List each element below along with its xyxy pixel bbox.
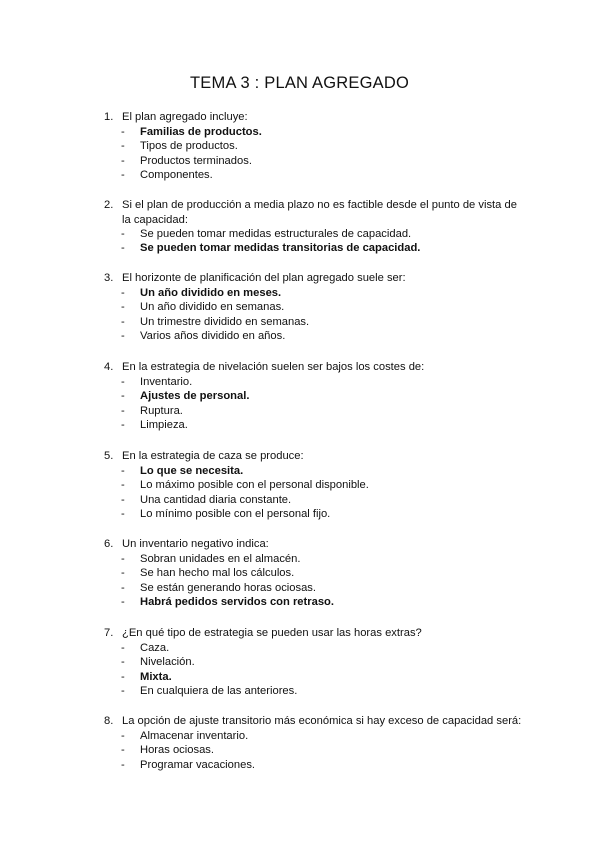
bullet-dash: - [121,228,125,240]
answer-text: Caza. [140,642,170,654]
bullet-dash: - [121,479,125,491]
question-text: En la estrategia de nivelación suelen ser bajos los costes de: [122,361,425,373]
bullet-dash: - [121,567,125,579]
answer-text: Inventario. [140,376,193,388]
bullet-dash: - [121,376,125,388]
answer-text: Productos terminados. [140,155,252,167]
question-4 [104,360,524,431]
answer-text: Nivelación. [140,656,195,668]
bullet-dash: - [121,419,125,431]
answer-text: Se están generando horas ociosas. [140,582,317,594]
bullet-dash: - [121,642,125,654]
question-7 [104,626,524,697]
bullet-dash: - [121,553,125,565]
answer-text: Horas ociosas. [140,744,214,756]
question-number: 6. [104,538,114,550]
bullet-dash: - [121,405,125,417]
question-2 [104,198,524,254]
question-text: La opción de ajuste transitorio más económica si hay exceso de capacidad será: [122,715,522,727]
bullet-dash: - [121,759,125,771]
answer-text-correct: Se pueden tomar medidas transitorias de capacidad. [140,242,421,254]
question-text: ¿En qué tipo de estrategia se pueden usar las horas extras? [122,627,422,639]
question-number: 7. [104,627,114,639]
question-1 [104,110,524,181]
bullet-dash: - [121,582,125,594]
bullet-dash: - [121,316,125,328]
question-text: En la estrategia de caza se produce: [122,450,304,462]
bullet-dash: - [121,330,125,342]
question-number: 4. [104,361,114,373]
bullet-dash: - [121,169,125,181]
answer-text: Se han hecho mal los cálculos. [140,567,295,579]
document-title: TEMA 3 : PLAN AGREGADO [190,74,409,92]
question-6 [104,537,524,608]
question-text-line-1: Si el plan de producción a media plazo no es factible desde el punto de vista de [122,199,517,211]
question-number: 2. [104,199,114,211]
question-5 [104,449,524,520]
bullet-dash: - [121,301,125,313]
bullet-dash: - [121,744,125,756]
question-text: El plan agregado incluye: [122,111,248,123]
bullet-dash: - [121,390,125,402]
question-8 [104,714,524,771]
question-3 [104,271,524,342]
answer-text: En cualquiera de las anteriores. [140,685,298,697]
question-text: Un inventario negativo indica: [122,538,269,550]
answer-text-correct: Ajustes de personal. [140,390,250,402]
answer-text-correct: Un año dividido en meses. [140,287,282,299]
bullet-dash: - [121,685,125,697]
answer-text: Ruptura. [140,405,183,417]
answer-text: Una cantidad diaria constante. [140,494,292,506]
answer-text: Lo máximo posible con el personal disponible. [140,479,369,491]
bullet-dash: - [121,508,125,520]
bullet-dash: - [121,126,125,138]
answer-text: Lo mínimo posible con el personal fijo. [140,508,331,520]
question-text: El horizonte de planificación del plan agregado suele ser: [122,272,406,284]
bullet-dash: - [121,730,125,742]
bullet-dash: - [121,465,125,477]
question-text-line-2: la capacidad: [122,214,188,226]
bullet-dash: - [121,596,125,608]
bullet-dash: - [121,287,125,299]
bullet-dash: - [121,155,125,167]
bullet-dash: - [121,494,125,506]
answer-text: Componentes. [140,169,213,181]
question-number: 3. [104,272,114,284]
answer-text-correct: Lo que se necesita. [140,465,244,477]
bullet-dash: - [121,656,125,668]
answer-text: Se pueden tomar medidas estructurales de capacidad. [140,228,412,240]
question-number: 5. [104,450,114,462]
answer-text: Varios años dividido en años. [140,330,286,342]
bullet-dash: - [121,671,125,683]
answer-text: Tipos de productos. [140,140,238,152]
question-number: 1. [104,111,114,123]
question-number: 8. [104,715,114,727]
answer-text-correct: Familias de productos. [140,126,262,138]
answer-text-correct: Habrá pedidos servidos con retraso. [140,596,334,608]
answer-text: Un año dividido en semanas. [140,301,285,313]
answer-text: Programar vacaciones. [140,759,256,771]
answer-text: Limpieza. [140,419,188,431]
bullet-dash: - [121,140,125,152]
answer-text: Sobran unidades en el almacén. [140,553,301,565]
answer-text: Almacenar inventario. [140,730,249,742]
answer-text: Un trimestre dividido en semanas. [140,316,310,328]
bullet-dash: - [121,242,125,254]
answer-text-correct: Mixta. [140,671,172,683]
